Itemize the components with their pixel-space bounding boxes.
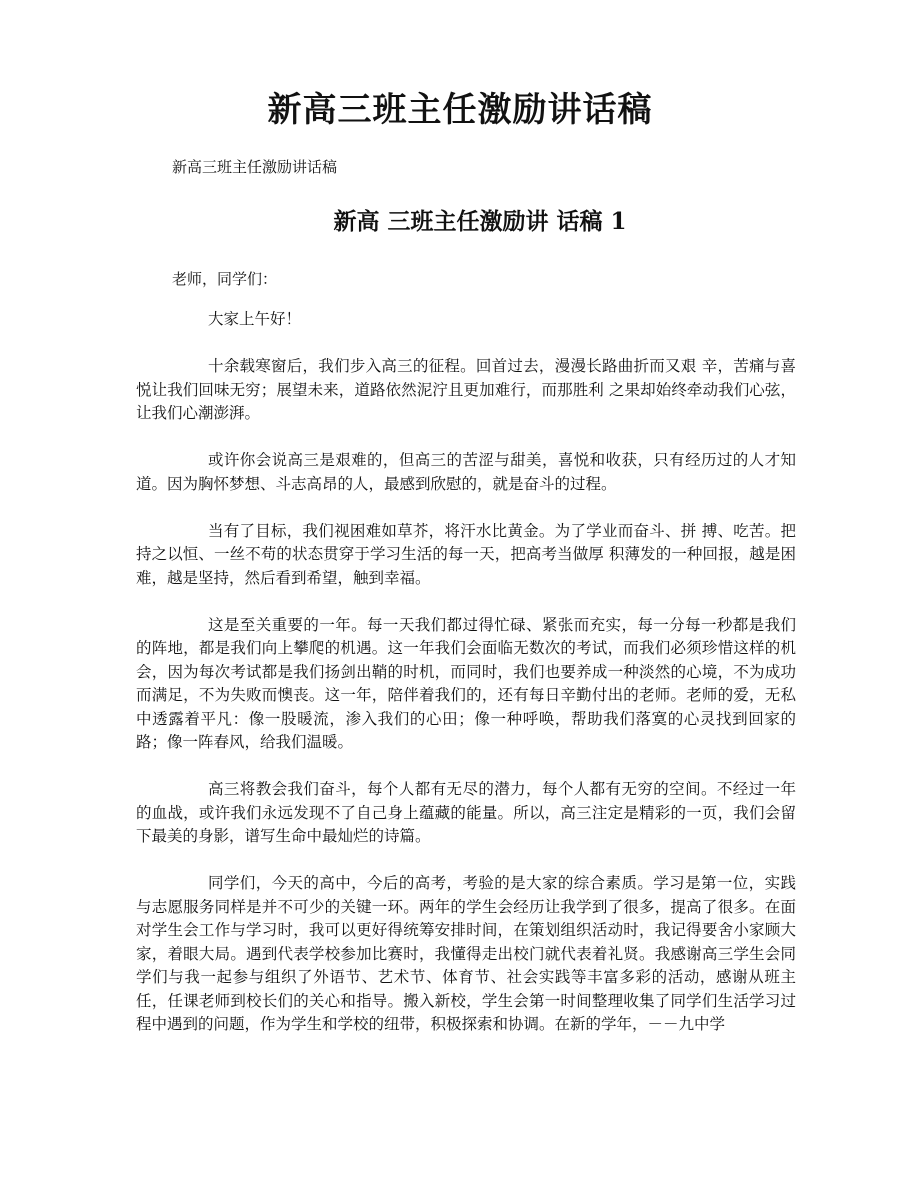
section-title: 新高 三班主任激励讲 话稿 1: [333, 208, 627, 235]
document-title: 新高三班主任激励讲话稿: [267, 90, 653, 130]
paragraph-6: 高三将教会我们奋斗，每个人都有无尽的潜力，每个人都有无穷的空间。不经过一年的血战，或许我们永远发现不了自己身上蕴藏的能量。所以，高三注定是精彩的一页，我们会留下最美的身影，谱写生命中最灿烂的诗篇。: [136, 780, 796, 845]
paragraph-2: 十余载寒窗后，我们步入高三的征程。回首过去，漫漫长路曲折而又艰 辛，苦痛与喜悦让我们回味无穷；展望未来，道路依然泥泞且更加难行，而那胜利 之果却始终牵动我们心弦，让我们心潮澎湃。: [136, 357, 796, 422]
paragraph-3: 或许你会说高三是艰难的，但高三的苦涩与甜美，喜悦和收获，只有经历过的人才知道。因为胸怀梦想、斗志高昂的人，最感到欣慰的，就是奋斗的过程。: [136, 451, 796, 493]
paragraph-5: 这是至关重要的一年。每一天我们都过得忙碌、紧张而充实，每一分每一秒都是我们的阵地，都是我们向上攀爬的机遇。这一年我们会面临无数次的考试，而我们必须珍惜这样的机会，因为每次考试都是我们扬剑出鞘的时机，而同时，我们也要养成一种淡然的心境，不为成功而满足，不为失败而懊丧。这一年，陪伴着我们的，还有每日辛勤付出的老师。老师的爱，无私中透露着平凡：像一股暖流，渗入我们的心田；像一种呼唤，帮助我们落寞的心灵找到回家的路；像一阵春风，给我们温暖。: [136, 615, 796, 751]
paragraph-1: 大家上午好！: [208, 310, 302, 328]
document-subtitle: 新高三班主任激励讲话稿: [172, 158, 338, 176]
paragraph-4: 当有了目标，我们视困难如草芥，将汗水比黄金。为了学业而奋斗、拼 搏、吃苦。把持之以恒、一丝不苟的状态贯穿于学习生活的每一天，把高考当做厚 积薄发的一种回报，越是困难，越是坚持，然后看到希望，触到幸福。: [136, 521, 796, 587]
document-body: [136, 308, 796, 1060]
paragraph-7: 同学们，今天的高中，今后的高考，考验的是大家的综合素质。学习是第一位，实践与志愿服务同样是并不可少的关键一环。两年的学生会经历让我学到了很多，提高了很多。在面对学生会工作与学习时，我可以更好得统筹安排时间，在策划组织活动时，我记得要舍小家顾大家，着眼大局。遇到代表学校参加比赛时，我懂得走出校门就代表着礼贤。我感谢高三学生会同学们与我一起参与组织了外语节、艺术节、体育节、社会实践等丰富多彩的活动，感谢从班主任，任课老师到校长们的关心和指导。搬入新校，学生会第一时间整理收集了同学们生活学习过程中遇到的问题，作为学生和学校的纽带，积极探索和协调。在新的学年，－－九中学: [136, 874, 796, 1033]
greeting: 老师，同学们：: [172, 270, 278, 288]
